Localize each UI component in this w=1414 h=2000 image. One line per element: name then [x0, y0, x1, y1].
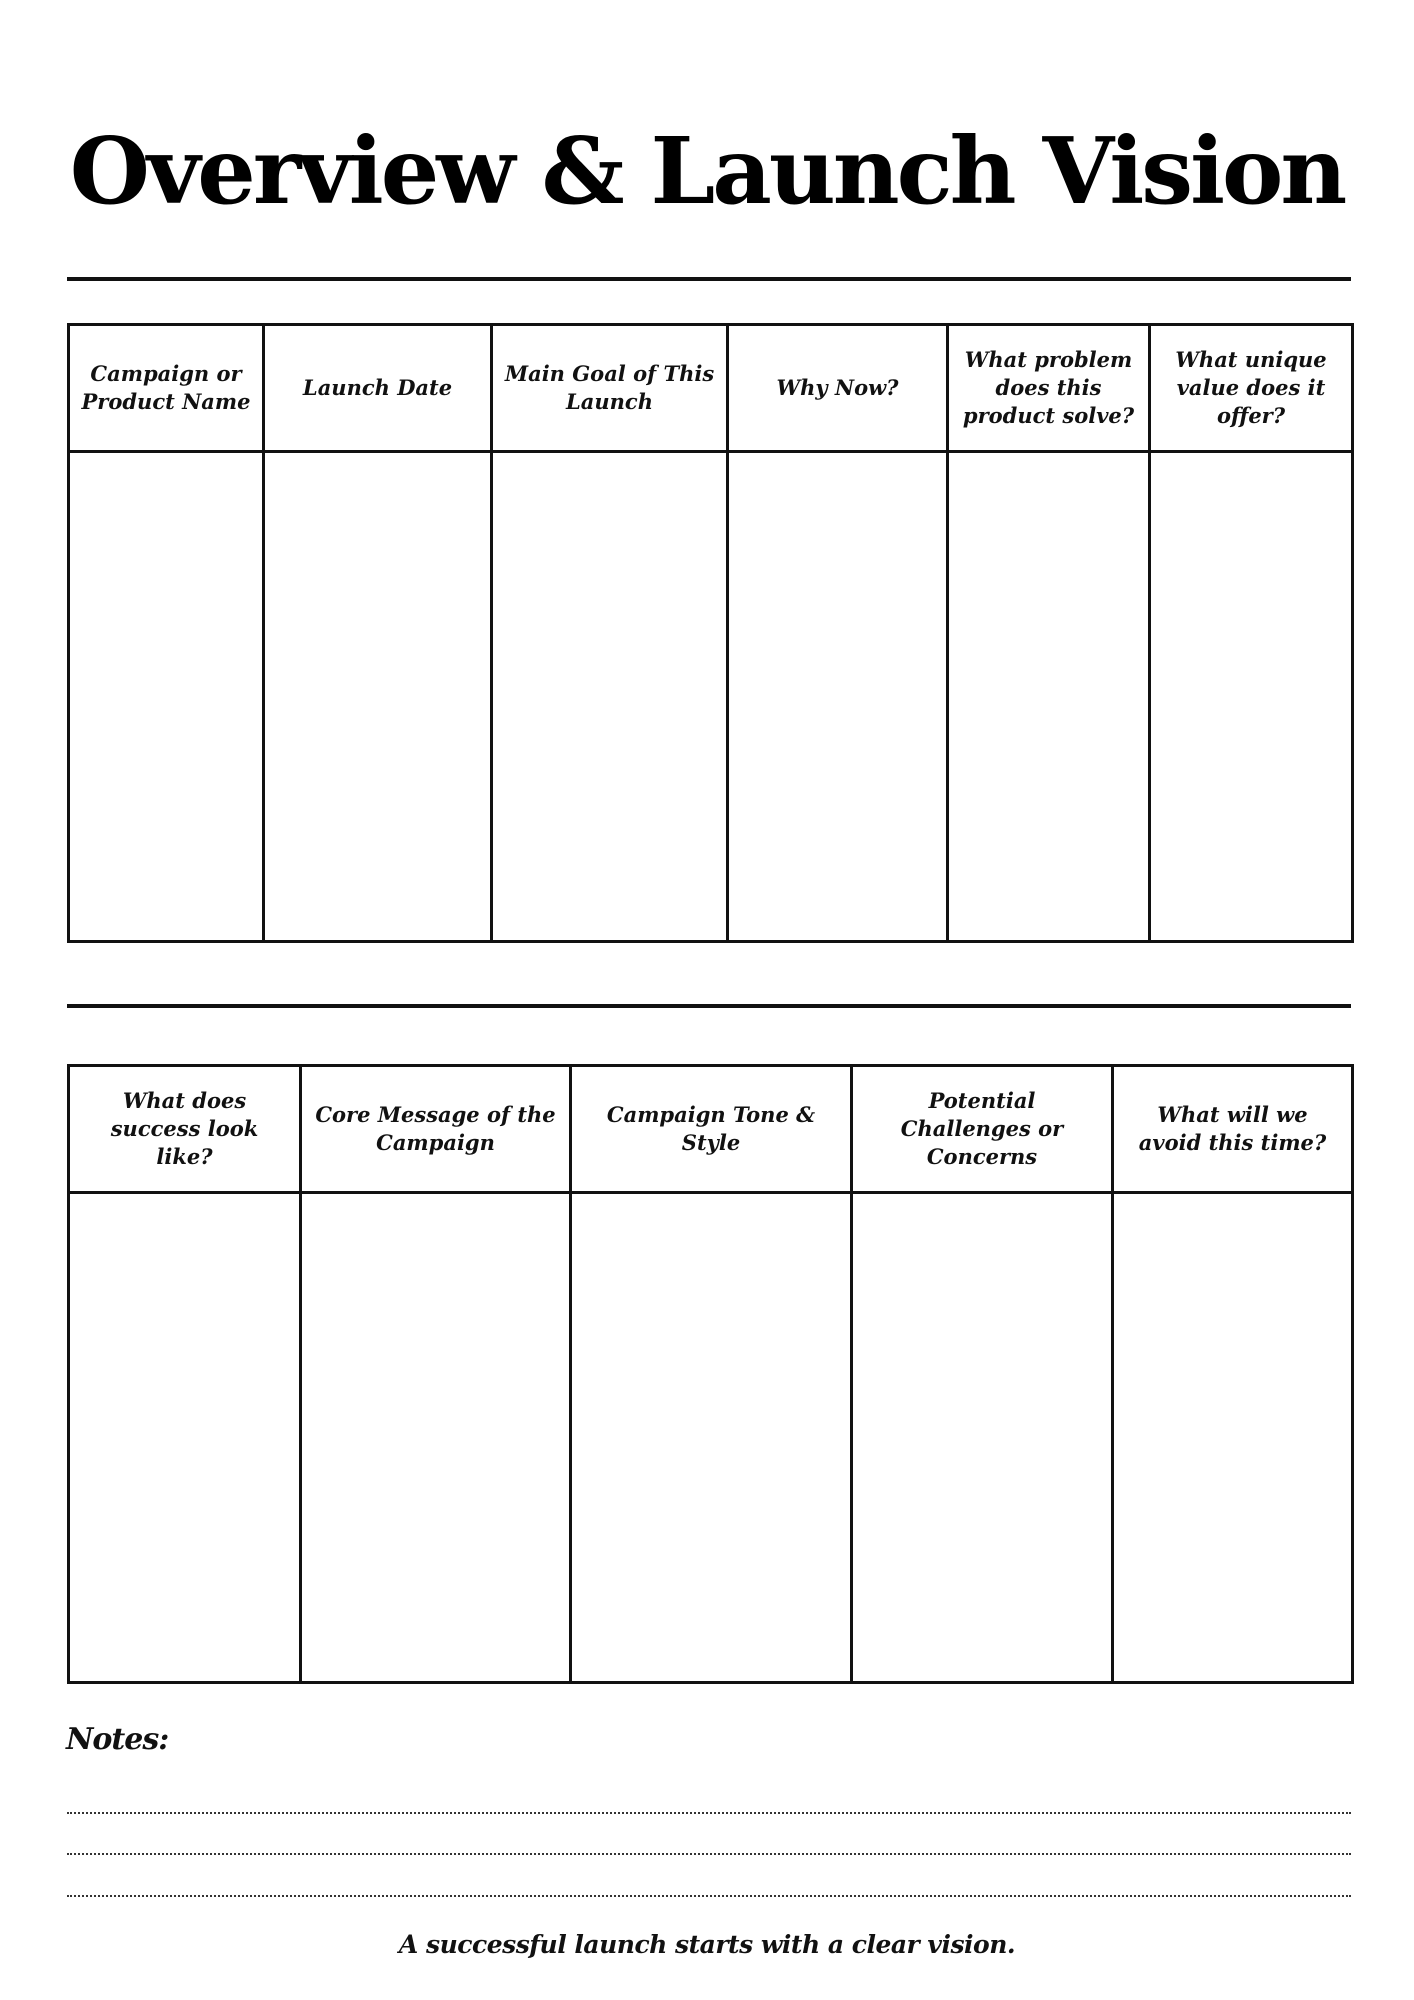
header-success: What does success look like? [69, 1066, 301, 1193]
notes-line[interactable] [67, 1895, 1351, 1897]
header-problem-solved: What problem does this product solve? [948, 325, 1150, 452]
launch-date-cell[interactable] [264, 452, 492, 942]
divider-middle [67, 1004, 1351, 1008]
why-now-cell[interactable] [728, 452, 948, 942]
campaign-name-cell[interactable] [69, 452, 264, 942]
header-avoid: What will we avoid this time? [1113, 1066, 1353, 1193]
table-row [69, 1193, 1353, 1683]
page-title: Overview & Launch Vision [69, 117, 1345, 225]
header-main-goal: Main Goal of This Launch [492, 325, 728, 452]
table-header-row [69, 1066, 1353, 1193]
footer-tagline: A successful launch starts with a clear vision. [398, 1930, 1016, 1959]
success-cell[interactable] [69, 1193, 301, 1683]
header-challenges: Potential Challenges or Concerns [852, 1066, 1113, 1193]
notes-line[interactable] [67, 1853, 1351, 1855]
header-why-now: Why Now? [728, 325, 948, 452]
main-goal-cell[interactable] [492, 452, 728, 942]
header-core-message: Core Message of the Campaign [301, 1066, 571, 1193]
notes-line[interactable] [67, 1812, 1351, 1814]
overview-table [67, 323, 1354, 943]
header-launch-date: Launch Date [264, 325, 492, 452]
divider-top [67, 277, 1351, 281]
challenges-cell[interactable] [852, 1193, 1113, 1683]
header-tone-style: Campaign Tone & Style [571, 1066, 852, 1193]
problem-solved-cell[interactable] [948, 452, 1150, 942]
vision-table [67, 1064, 1354, 1684]
notes-label: Notes: [66, 1722, 169, 1757]
avoid-cell[interactable] [1113, 1193, 1353, 1683]
header-campaign-name: Campaign or Product Name [69, 325, 264, 452]
table-row [69, 452, 1353, 942]
header-unique-value: What unique value does it offer? [1150, 325, 1353, 452]
table-header-row [69, 325, 1353, 452]
unique-value-cell[interactable] [1150, 452, 1353, 942]
tone-style-cell[interactable] [571, 1193, 852, 1683]
core-message-cell[interactable] [301, 1193, 571, 1683]
